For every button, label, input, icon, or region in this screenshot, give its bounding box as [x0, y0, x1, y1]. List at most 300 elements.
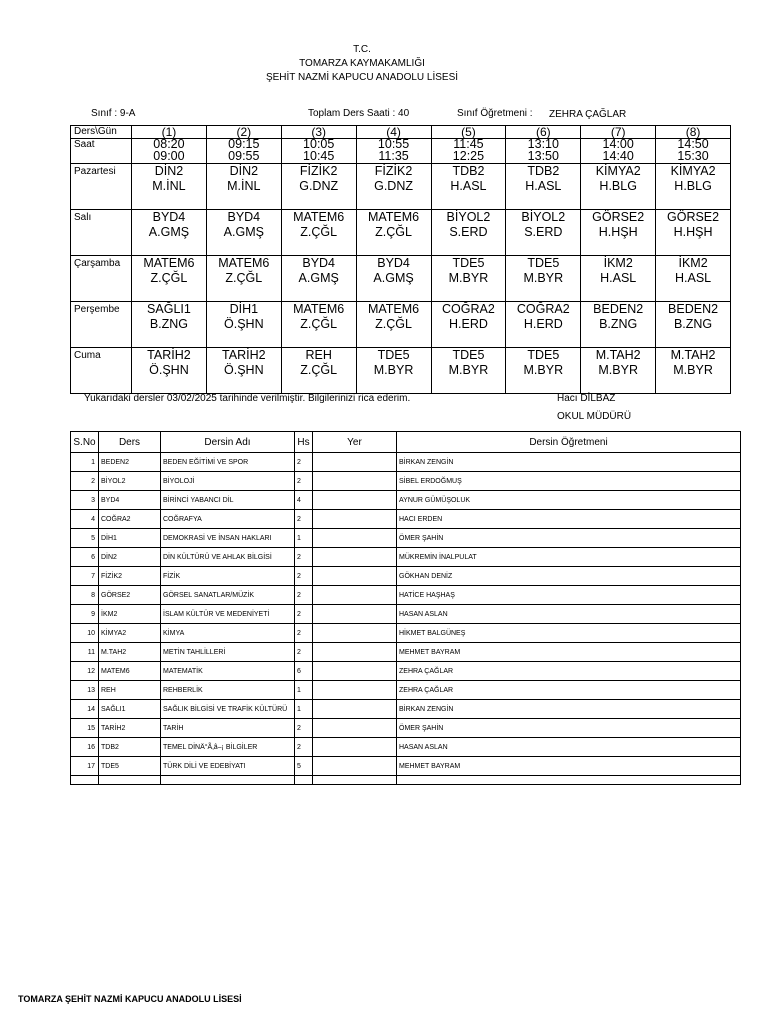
course-code: TDE5 — [99, 757, 161, 776]
lesson-code: REH — [305, 348, 332, 362]
period-time — [281, 139, 356, 164]
col-header-code: Ders — [99, 432, 161, 453]
row-number: 16 — [71, 738, 99, 757]
course-hours: 2 — [295, 567, 313, 586]
table-row-empty — [71, 776, 741, 785]
course-code: COĞRA2 — [99, 510, 161, 529]
lesson-cell — [581, 348, 656, 394]
course-name: DİN KÜLTÜRÜ VE AHLAK BİLGİSİ — [161, 548, 295, 567]
course-code: M.TAH2 — [99, 643, 161, 662]
course-teacher: MÜKREMİN İNALPULAT — [397, 548, 741, 567]
course-hours: 2 — [295, 453, 313, 472]
course-teacher: HACI ERDEN — [397, 510, 741, 529]
lesson-cell — [281, 256, 356, 302]
lesson-cell — [656, 256, 731, 302]
lesson-code: TARİH2 — [147, 348, 191, 362]
lesson-code: GÖRSE2 — [592, 210, 645, 224]
row-number: 4 — [71, 510, 99, 529]
col-header-hours: Hs — [295, 432, 313, 453]
course-hours: 1 — [295, 700, 313, 719]
course-hours: 2 — [295, 719, 313, 738]
row-number: 1 — [71, 453, 99, 472]
lesson-teacher: H.BLG — [674, 179, 712, 193]
class-teacher-name: ZEHRA ÇAĞLAR — [549, 109, 627, 120]
lesson-teacher: M.İNL — [152, 179, 186, 193]
lesson-teacher: A.GMŞ — [223, 225, 264, 239]
period-end: 10:45 — [303, 148, 335, 163]
course-teacher: GÖKHAN DENİZ — [397, 567, 741, 586]
course-teacher: HİKMET BALGÜNEŞ — [397, 624, 741, 643]
lesson-code: DİN2 — [229, 164, 259, 178]
class-teacher-label: Sınıf Öğretmeni : — [457, 108, 533, 119]
lesson-code: MATEM6 — [218, 256, 270, 270]
lesson-code: COĞRA2 — [442, 302, 495, 316]
lesson-teacher: H.HŞH — [673, 225, 713, 239]
lesson-cell — [581, 164, 656, 210]
course-hours: 2 — [295, 605, 313, 624]
course-teacher: HASAN ASLAN — [397, 738, 741, 757]
course-place — [313, 681, 397, 700]
course-place — [313, 662, 397, 681]
course-name: KİMYA — [161, 624, 295, 643]
course-place — [313, 643, 397, 662]
row-number: 12 — [71, 662, 99, 681]
table-row — [71, 681, 741, 700]
lesson-teacher: H.ASL — [525, 179, 562, 193]
course-place — [313, 491, 397, 510]
lesson-teacher: Z.ÇĞL — [150, 271, 188, 285]
course-code: TDB2 — [99, 738, 161, 757]
course-code: SAĞLI1 — [99, 700, 161, 719]
lesson-teacher: M.BYR — [598, 363, 638, 377]
course-list-table — [70, 431, 741, 785]
course-name: TÜRK DİLİ VE EDEBİYATI — [161, 757, 295, 776]
table-row — [71, 453, 741, 472]
lesson-teacher: H.ERD — [448, 317, 488, 331]
lesson-teacher: M.BYR — [523, 271, 564, 285]
lesson-teacher: Z.ÇĞL — [300, 317, 338, 331]
course-code: KİMYA2 — [99, 624, 161, 643]
course-hours: 4 — [295, 491, 313, 510]
day-name: Cuma — [71, 348, 132, 394]
table-row — [71, 510, 741, 529]
lesson-code: BYD4 — [152, 210, 186, 224]
period-time — [431, 139, 506, 164]
course-teacher: HATİCE HAŞHAŞ — [397, 586, 741, 605]
day-name: Salı — [71, 210, 132, 256]
header-tc: T.C. — [353, 44, 371, 55]
lesson-code: KİMYA2 — [595, 164, 641, 178]
row-number: 5 — [71, 529, 99, 548]
table-row — [71, 700, 741, 719]
course-name: TEMEL DİNÄ°Ã‚â–¡ BİLGİLER — [161, 738, 295, 757]
lesson-code: MATEM6 — [293, 302, 345, 316]
day-name: Pazartesi — [71, 164, 132, 210]
course-name: SAĞLIK BİLGİSİ VE TRAFİK KÜLTÜRÜ — [161, 700, 295, 719]
lesson-teacher: A.GMŞ — [298, 271, 339, 285]
class-label: Sınıf : 9-A — [91, 108, 136, 119]
lesson-code: MATEM6 — [293, 210, 345, 224]
empty-cell — [313, 776, 397, 785]
lesson-code: MATEM6 — [367, 302, 420, 316]
course-teacher: SİBEL ERDOĞMUŞ — [397, 472, 741, 491]
course-code: BYD4 — [99, 491, 161, 510]
lesson-code: BİYOL2 — [446, 210, 491, 224]
course-name: BEDEN EĞİTİMİ VE SPOR — [161, 453, 295, 472]
lesson-teacher: H.ASL — [600, 271, 637, 285]
row-number: 13 — [71, 681, 99, 700]
lesson-teacher: H.ERD — [523, 317, 563, 331]
course-place — [313, 548, 397, 567]
period-start: 13:10 — [527, 137, 559, 151]
lesson-code: İKM2 — [603, 256, 633, 270]
lesson-cell — [581, 210, 656, 256]
lesson-teacher: G.DNZ — [299, 179, 339, 193]
day-name: Perşembe — [71, 302, 132, 348]
lesson-cell — [356, 348, 431, 394]
row-number: 3 — [71, 491, 99, 510]
course-place — [313, 586, 397, 605]
lesson-code: TDE5 — [452, 256, 485, 270]
course-place — [313, 738, 397, 757]
lesson-cell — [132, 210, 207, 256]
lesson-teacher: H.HŞH — [598, 225, 638, 239]
row-number: 10 — [71, 624, 99, 643]
period-start: 10:05 — [303, 137, 335, 151]
lesson-code: MATEM6 — [143, 256, 195, 270]
period-end: 11:35 — [378, 148, 409, 163]
header-district: TOMARZA KAYMAKAMLIĞI — [299, 58, 425, 69]
period-time — [506, 139, 581, 164]
course-code: İKM2 — [99, 605, 161, 624]
principal-title: OKUL MÜDÜRÜ — [557, 411, 632, 422]
saat-row — [71, 139, 731, 164]
lesson-code: BEDEN2 — [593, 302, 644, 316]
course-teacher: AYNUR GÜMÜŞOLUK — [397, 491, 741, 510]
course-name: MATEMATİK — [161, 662, 295, 681]
lesson-code: COĞRA2 — [516, 302, 570, 316]
course-teacher: ZEHRA ÇAĞLAR — [397, 681, 741, 700]
period-time — [581, 139, 656, 164]
lesson-cell — [206, 210, 281, 256]
course-code: FİZİK2 — [99, 567, 161, 586]
lesson-code: MATEM6 — [367, 210, 420, 224]
lesson-teacher: Z.ÇĞL — [225, 271, 263, 285]
course-place — [313, 719, 397, 738]
period-number: (4) — [356, 126, 431, 139]
day-row — [71, 256, 731, 302]
course-hours: 1 — [295, 681, 313, 700]
lesson-code: TDB2 — [527, 164, 560, 178]
table-row — [71, 643, 741, 662]
course-teacher: HASAN ASLAN — [397, 605, 741, 624]
lesson-cell — [581, 256, 656, 302]
period-end: 14:40 — [602, 148, 634, 163]
footer-school-name: TOMARZA ŞEHİT NAZMİ KAPUCU ANADOLU LİSESİ — [18, 994, 242, 1004]
row-number: 9 — [71, 605, 99, 624]
lesson-cell — [281, 164, 356, 210]
lesson-cell — [506, 256, 581, 302]
total-hours: Toplam Ders Saati : 40 — [308, 108, 410, 119]
lesson-code: BEDEN2 — [668, 302, 719, 316]
course-teacher: ÖMER ŞAHİN — [397, 719, 741, 738]
row-number: 7 — [71, 567, 99, 586]
day-row — [71, 210, 731, 256]
table-row — [71, 605, 741, 624]
table-row — [71, 586, 741, 605]
empty-cell — [397, 776, 741, 785]
lesson-code: DİH1 — [229, 302, 259, 316]
col-header-place: Yer — [313, 432, 397, 453]
period-end: 12:25 — [452, 148, 485, 163]
table-row — [71, 757, 741, 776]
course-place — [313, 529, 397, 548]
course-place — [313, 757, 397, 776]
table-row — [71, 529, 741, 548]
lesson-teacher: Ö.ŞHN — [224, 317, 264, 331]
lesson-cell — [431, 164, 506, 210]
course-name: DEMOKRASİ VE İNSAN HAKLARI — [161, 529, 295, 548]
lesson-code: TDE5 — [377, 348, 410, 362]
course-teacher: ÖMER ŞAHİN — [397, 529, 741, 548]
course-place — [313, 453, 397, 472]
lesson-teacher: M.BYR — [673, 363, 713, 377]
table-row — [71, 548, 741, 567]
course-teacher: MEHMET BAYRAM — [397, 643, 741, 662]
lesson-code: M.TAH2 — [595, 348, 641, 362]
lesson-cell — [281, 210, 356, 256]
course-teacher: BİRKAN ZENGİN — [397, 700, 741, 719]
lesson-teacher: M.BYR — [448, 363, 489, 377]
course-code: MATEM6 — [99, 662, 161, 681]
empty-cell — [71, 776, 99, 785]
row-number: 15 — [71, 719, 99, 738]
lesson-cell — [506, 210, 581, 256]
course-place — [313, 605, 397, 624]
lesson-teacher: G.DNZ — [374, 179, 413, 193]
lesson-cell — [206, 302, 281, 348]
course-hours: 2 — [295, 548, 313, 567]
lesson-cell — [656, 210, 731, 256]
lesson-teacher: B.ZNG — [149, 317, 189, 331]
course-hours: 6 — [295, 662, 313, 681]
day-name: Çarşamba — [71, 256, 132, 302]
course-teacher: ZEHRA ÇAĞLAR — [397, 662, 741, 681]
lesson-cell — [506, 348, 581, 394]
period-start: 14:00 — [602, 137, 634, 151]
lesson-code: BYD4 — [227, 210, 261, 224]
lesson-teacher: B.ZNG — [673, 317, 713, 331]
period-start: 08:20 — [153, 137, 185, 151]
course-code: DİN2 — [99, 548, 161, 567]
lesson-code: TDE5 — [527, 256, 560, 270]
header-school: ŞEHİT NAZMİ KAPUCU ANADOLU LİSESİ — [265, 72, 459, 83]
course-code: REH — [99, 681, 161, 700]
col-header-name: Dersin Adı — [161, 432, 295, 453]
lesson-code: KİMYA2 — [670, 164, 716, 178]
period-number: (6) — [506, 126, 581, 139]
lesson-teacher: Ö.ŞHN — [149, 363, 189, 377]
period-end: 15:30 — [677, 148, 709, 163]
lesson-teacher: B.ZNG — [599, 317, 638, 331]
period-end: 13:50 — [527, 148, 559, 163]
lesson-cell — [656, 348, 731, 394]
lesson-teacher: A.GMŞ — [373, 271, 414, 285]
course-name: REHBERLİK — [161, 681, 295, 700]
course-hours: 5 — [295, 757, 313, 776]
row-number: 6 — [71, 548, 99, 567]
lesson-teacher: H.ASL — [450, 179, 487, 193]
lesson-code: BYD4 — [302, 256, 336, 270]
lesson-cell — [431, 302, 506, 348]
period-start: 09:15 — [228, 137, 260, 151]
course-hours: 2 — [295, 586, 313, 605]
lesson-code: GÖRSE2 — [667, 210, 720, 224]
lesson-teacher: H.BLG — [599, 179, 637, 193]
table-row — [71, 472, 741, 491]
period-start: 10:55 — [377, 137, 410, 151]
course-hours: 1 — [295, 529, 313, 548]
period-number: (3) — [281, 126, 356, 139]
lesson-code: TARİH2 — [222, 348, 266, 362]
lesson-cell — [356, 164, 431, 210]
lesson-teacher: Z.ÇĞL — [300, 225, 338, 239]
lesson-teacher: Z.ÇĞL — [300, 363, 338, 377]
empty-cell — [161, 776, 295, 785]
table-row — [71, 567, 741, 586]
period-time — [132, 139, 207, 164]
lesson-cell — [656, 302, 731, 348]
lesson-code: M.TAH2 — [670, 348, 716, 362]
course-name: BİRİNCİ YABANCI DİL — [161, 491, 295, 510]
lesson-code: FİZİK2 — [299, 164, 338, 178]
course-code: DİH1 — [99, 529, 161, 548]
lesson-teacher: Z.ÇĞL — [375, 317, 412, 331]
lesson-cell — [132, 256, 207, 302]
period-start: 11:45 — [453, 137, 484, 151]
course-hours: 2 — [295, 643, 313, 662]
course-name: BİYOLOJİ — [161, 472, 295, 491]
lesson-cell — [206, 164, 281, 210]
period-end: 09:00 — [153, 148, 185, 163]
row-number: 14 — [71, 700, 99, 719]
table-row — [71, 738, 741, 757]
lesson-code: FİZİK2 — [374, 164, 413, 178]
course-code: GÖRSE2 — [99, 586, 161, 605]
notice-text: Yukarıdaki dersler 03/02/2025 tarihinde verilmiştir. Bilgilerinizi rica ederim. — [84, 393, 411, 404]
period-number: (7) — [581, 126, 656, 139]
course-name: FİZİK — [161, 567, 295, 586]
lesson-code: TDB2 — [452, 164, 485, 178]
lesson-code: TDE5 — [527, 348, 560, 362]
lesson-cell — [356, 256, 431, 302]
course-name: GÖRSEL SANATLAR/MÜZİK — [161, 586, 295, 605]
lesson-code: BİYOL2 — [521, 210, 566, 224]
row-number: 8 — [71, 586, 99, 605]
lesson-cell — [281, 302, 356, 348]
table-row — [71, 719, 741, 738]
lesson-cell — [431, 256, 506, 302]
lesson-cell — [506, 302, 581, 348]
lesson-cell — [656, 164, 731, 210]
lesson-code: BYD4 — [377, 256, 410, 270]
period-start: 14:50 — [677, 137, 709, 151]
row-number: 17 — [71, 757, 99, 776]
course-hours: 2 — [295, 738, 313, 757]
lesson-cell — [206, 256, 281, 302]
lesson-cell — [581, 302, 656, 348]
lesson-teacher: M.BYR — [448, 271, 489, 285]
course-place — [313, 567, 397, 586]
course-hours: 2 — [295, 624, 313, 643]
course-hours: 2 — [295, 472, 313, 491]
day-row — [71, 302, 731, 348]
period-number: (5) — [431, 126, 506, 139]
period-end: 09:55 — [228, 148, 260, 163]
corner-label: Ders\Gün — [71, 126, 132, 139]
lesson-teacher: Z.ÇĞL — [375, 225, 412, 239]
course-teacher: BİRKAN ZENGİN — [397, 453, 741, 472]
course-name: TARİH — [161, 719, 295, 738]
empty-cell — [99, 776, 161, 785]
course-place — [313, 700, 397, 719]
saat-label: Saat — [71, 139, 132, 164]
period-number: (1) — [132, 126, 207, 139]
lesson-code: SAĞLI1 — [147, 302, 191, 316]
lesson-teacher: S.ERD — [524, 225, 563, 239]
course-code: BİYOL2 — [99, 472, 161, 491]
lesson-code: TDE5 — [452, 348, 485, 362]
course-code: TARİH2 — [99, 719, 161, 738]
period-number: (2) — [206, 126, 281, 139]
course-name: COĞRAFYA — [161, 510, 295, 529]
period-number: (8) — [656, 126, 731, 139]
course-place — [313, 472, 397, 491]
course-place — [313, 510, 397, 529]
day-row — [71, 164, 731, 210]
course-name: İSLAM KÜLTÜR VE MEDENİYETİ — [161, 605, 295, 624]
lesson-teacher: M.BYR — [373, 363, 414, 377]
lesson-cell — [132, 348, 207, 394]
course-name: METİN TAHLİLLERİ — [161, 643, 295, 662]
row-number: 11 — [71, 643, 99, 662]
lesson-cell — [281, 348, 356, 394]
lesson-cell — [132, 302, 207, 348]
lesson-teacher: Ö.ŞHN — [224, 363, 264, 377]
lesson-cell — [206, 348, 281, 394]
course-code: BEDEN2 — [99, 453, 161, 472]
lesson-cell — [356, 302, 431, 348]
course-place — [313, 624, 397, 643]
lesson-teacher: A.GMŞ — [148, 225, 190, 239]
table-row — [71, 624, 741, 643]
col-header-teacher: Dersin Öğretmeni — [397, 432, 741, 453]
lesson-teacher: M.BYR — [523, 363, 564, 377]
period-time — [356, 139, 431, 164]
period-time — [656, 139, 731, 164]
day-row — [71, 348, 731, 394]
principal-name: Hacı DİLBAZ — [557, 393, 616, 404]
col-header-no: S.No — [71, 432, 99, 453]
lesson-cell — [431, 348, 506, 394]
lesson-cell — [356, 210, 431, 256]
lesson-teacher: H.ASL — [674, 271, 712, 285]
course-hours: 2 — [295, 510, 313, 529]
timetable — [70, 125, 731, 394]
period-time — [206, 139, 281, 164]
row-number: 2 — [71, 472, 99, 491]
lesson-code: DİN2 — [154, 164, 184, 178]
